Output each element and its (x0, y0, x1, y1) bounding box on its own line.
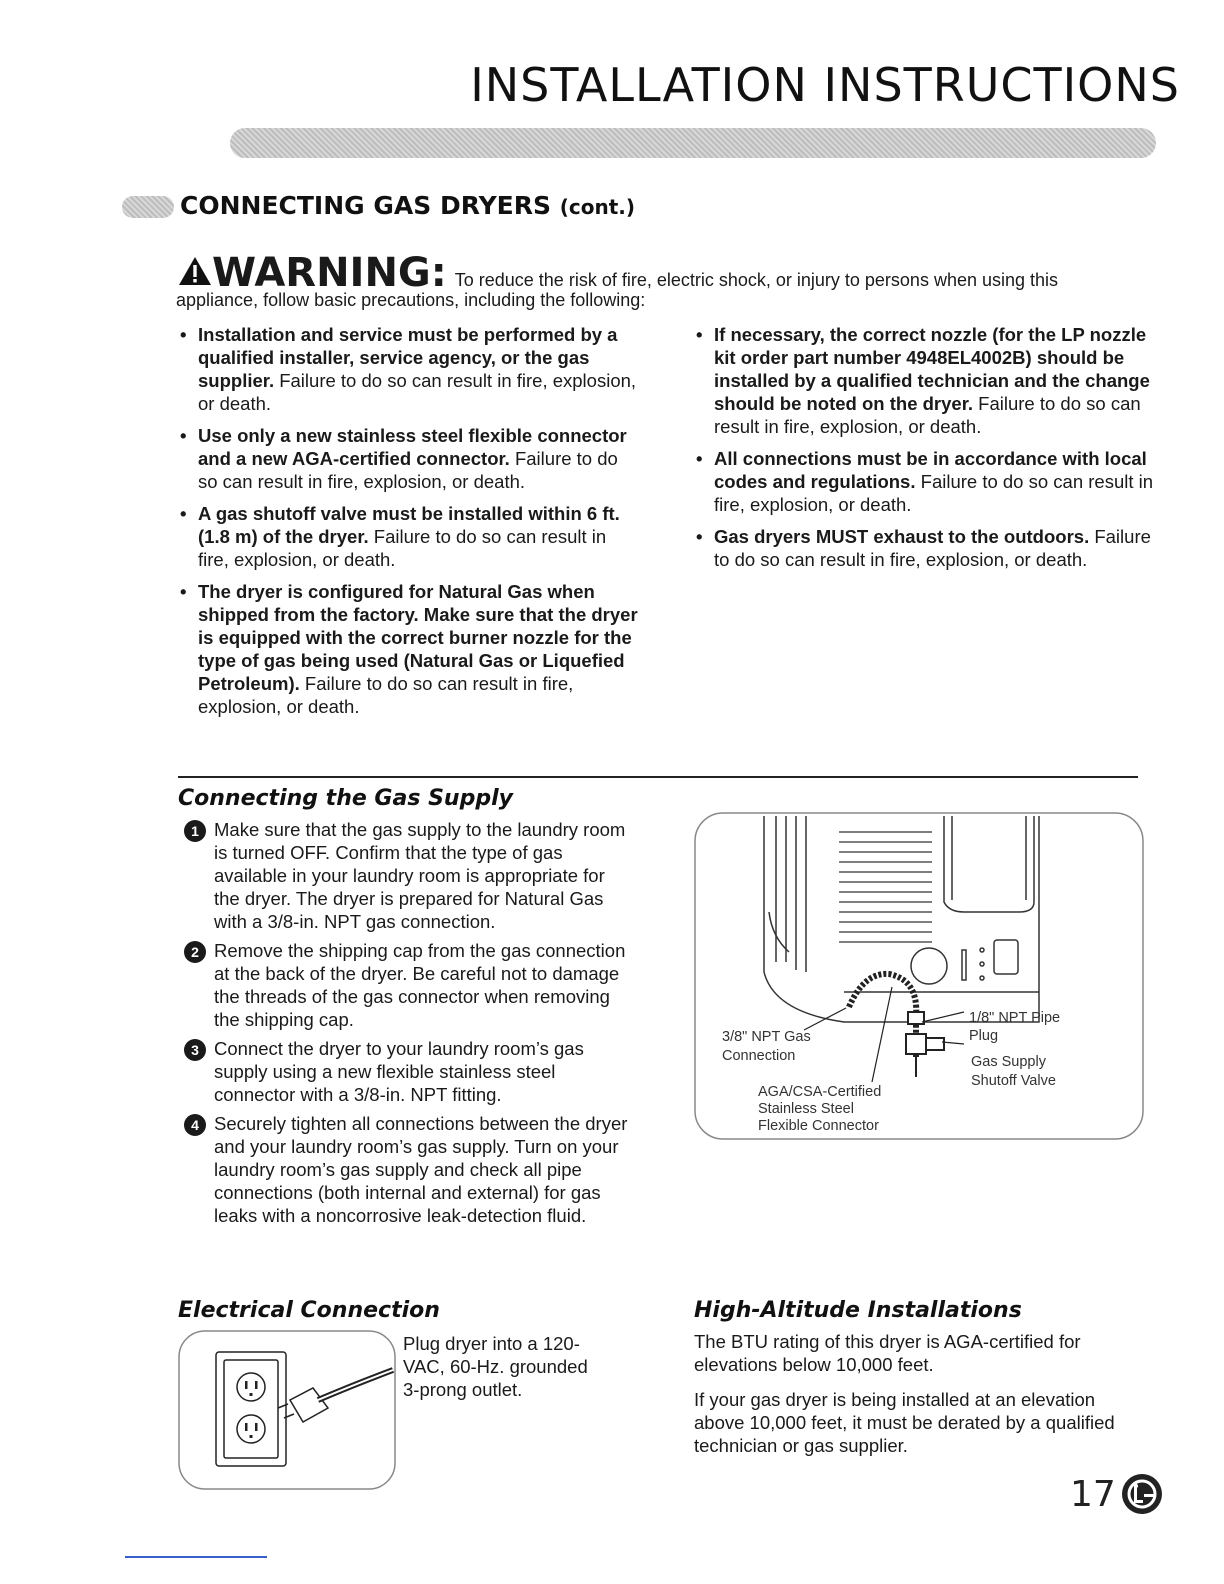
gas-supply-steps (184, 818, 634, 1233)
label-shutoff-valve: Gas Supply (971, 1054, 1046, 1070)
warning-bullet: • A gas shutoff valve must be installed within 6 ft. (1.8 m) of the dryer. Failure to do so can result in fire, explosion, or death. (180, 503, 620, 570)
step-item: 2 Remove the shipping cap from the gas connection at the back of the dryer. Be careful not to damage the threads of the gas connector when removing the shipping cap. (184, 939, 634, 1031)
section-title (180, 191, 635, 220)
warning-label: WARNING: (212, 250, 447, 296)
warning-bullet: • All connections must be in accordance with local codes and regulations. Failure to do so can result in fire, explosion, or death. (696, 448, 1154, 515)
page-number: 17 (1070, 1474, 1116, 1515)
label-shutoff-valve: Shutoff Valve (971, 1073, 1056, 1089)
high-altitude-paragraph: If your gas dryer is being installed at an elevation above 10,000 feet, it must be derated by a qualified technician or gas supplier. (694, 1389, 1115, 1456)
electrical-heading: Electrical Connection (178, 1298, 440, 1323)
page-header-title: INSTALLATION INSTRUCTIONS (470, 58, 1180, 112)
label-flexible-connector: AGA/CSA-Certified (758, 1084, 882, 1100)
warning-intro-line2: appliance, follow basic precautions, including the following: (176, 290, 646, 310)
gas-connection-diagram (694, 812, 1144, 1140)
high-altitude-paragraph: The BTU rating of this dryer is AGA-certified for elevations below 10,000 feet. (694, 1331, 1081, 1375)
warning-bullet: • The dryer is configured for Natural Gas when shipped from the factory. Make sure that the dryer is equipped with the correct burner nozzle for the type of gas being used (Natural Gas or Liquefied Petroleum). Failure to do so can result in fire, explosion, or death. (180, 581, 638, 717)
section-title-suffix: (cont.) (559, 195, 636, 219)
lg-logo-icon (1120, 1472, 1164, 1516)
warning-block (178, 250, 1138, 311)
section-title-text: CONNECTING GAS DRYERS (180, 191, 552, 220)
footer-line (125, 1556, 267, 1558)
label-gas-connection: 3/8" NPT Gas (722, 1029, 811, 1045)
warning-bullet: • Installation and service must be performed by a qualified installer, service agency, or the gas supplier. Failure to do so can result in fire, explosion, or death. (180, 324, 637, 414)
label-gas-connection: Connection (722, 1048, 796, 1064)
warning-bullet: • If necessary, the correct nozzle (for the LP nozzle kit order part number 4948EL4002B) should be installed by a qualified technician and the change should be noted on the dryer. Failure to do so can result in fire, explosion, or death. (696, 324, 1150, 437)
high-altitude-heading: High-Altitude Installations (694, 1298, 1022, 1323)
step-number-icon: 4 (184, 1114, 206, 1136)
step-number-icon: 2 (184, 941, 206, 963)
label-flexible-connector: Flexible Connector (758, 1118, 879, 1134)
warning-intro-line1: To reduce the risk of fire, electric shock, or injury to persons when using this (454, 270, 1059, 290)
step-item: 3 Connect the dryer to your laundry room’s gas supply using a new flexible stainless steel connector with a 3/8-in. NPT fitting. (184, 1037, 634, 1106)
header-decorative-bar (230, 128, 1156, 158)
step-number-icon: 3 (184, 1039, 206, 1061)
label-npt-pipe: Plug (969, 1028, 999, 1044)
electrical-text: Plug dryer into a 120-VAC, 60-Hz. grounded 3-prong outlet. (403, 1333, 588, 1400)
step-number-icon: 1 (184, 820, 206, 842)
step-item: 4 Securely tighten all connections between the dryer and your laundry room’s gas supply. Turn on your laundry room’s gas supply and check all pipe connections (both internal and external) for gas leaks with a noncorrosive leak-detection fluid. (184, 1112, 634, 1227)
label-npt-pipe: 1/8" NPT Pipe (969, 1010, 1061, 1026)
warning-bullets-left (178, 323, 638, 727)
warning-triangle-icon (178, 256, 212, 286)
gas-supply-heading: Connecting the Gas Supply (178, 786, 513, 811)
warning-bullets-right (694, 323, 1154, 580)
section-divider (178, 776, 1138, 778)
outlet-plug-figure (178, 1330, 396, 1490)
label-flexible-connector: Stainless Steel (758, 1101, 854, 1117)
step-item: 1 Make sure that the gas supply to the laundry room is turned OFF. Confirm that the type of gas available in your laundry room is appropriate for the dryer. The dryer is prepared for Natural Gas with a 3/8-in. NPT gas connection. (184, 818, 634, 933)
section-marker (122, 196, 174, 218)
warning-bullet: • Use only a new stainless steel flexible connector and a new AGA-certified connector. Failure to do so can result in fire, explosion, or death. (180, 425, 627, 492)
warning-bullet: • Gas dryers MUST exhaust to the outdoors. Failure to do so can result in fire, explosion, or death. (696, 526, 1151, 570)
